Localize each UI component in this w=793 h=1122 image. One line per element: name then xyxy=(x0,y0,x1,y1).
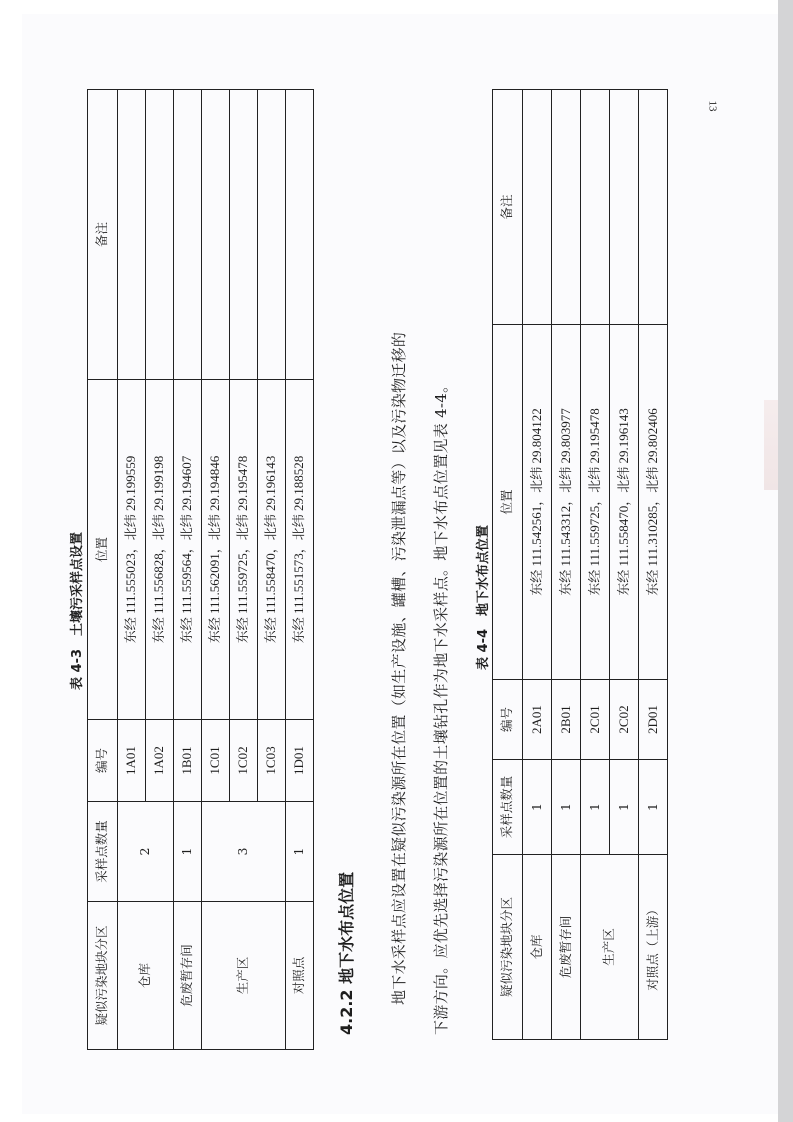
header-location: 位置 xyxy=(88,380,118,720)
id-cell: 1C01 xyxy=(202,720,230,802)
table-row xyxy=(286,90,314,1050)
count-cell: 1 xyxy=(174,802,202,902)
zone-cell: 生产区 xyxy=(202,902,286,1050)
zone-cell: 仓库 xyxy=(118,902,174,1050)
header-location: 位置 xyxy=(493,325,523,680)
location-cell: 东经 111.559564，北纬 29.194607 xyxy=(174,380,202,720)
remark-cell xyxy=(118,90,146,380)
count-cell: 1 xyxy=(552,760,581,855)
location-cell: 东经 111.558470，北纬 29.196143 xyxy=(610,325,639,680)
scan-stain xyxy=(764,400,778,490)
header-remark: 备注 xyxy=(88,90,118,380)
id-cell: 2C01 xyxy=(581,680,610,760)
zone-cell: 危废暂存间 xyxy=(174,902,202,1050)
id-cell: 2B01 xyxy=(552,680,581,760)
id-cell: 1B01 xyxy=(174,720,202,802)
count-cell: 1 xyxy=(523,760,552,855)
location-cell: 东经 111.556828，北纬 29.199198 xyxy=(146,380,174,720)
remark-cell xyxy=(610,90,639,325)
zone-cell: 危废暂存间 xyxy=(552,855,581,1040)
table-row xyxy=(118,90,146,1050)
section-heading: 4.2.2 地下水布点位置 xyxy=(337,871,356,1035)
remark-cell xyxy=(146,90,174,380)
id-cell: 2C02 xyxy=(610,680,639,760)
location-cell: 东经 111.562091，北纬 29.194846 xyxy=(202,380,230,720)
rotated-content xyxy=(60,60,760,1080)
count-cell: 1 xyxy=(639,760,668,855)
zone-cell: 生产区 xyxy=(581,855,639,1040)
remark-cell xyxy=(174,90,202,380)
table-4-3-caption: 表 4-3 土壤污采样点设置 xyxy=(70,531,85,690)
header-count: 采样点数量 xyxy=(88,802,118,902)
location-cell: 东经 111.558470，北纬 29.196143 xyxy=(258,380,286,720)
location-cell: 东经 111.543312，北纬 29.803977 xyxy=(552,325,581,680)
paragraph-line-2: 下游方向。应优先选择污染源所在位置的土壤钻孔作为地下水采样点。地下水布点位置见表 4-4。 xyxy=(432,377,450,1035)
header-id: 编号 xyxy=(88,720,118,802)
id-cell: 2A01 xyxy=(523,680,552,760)
count-cell: 1 xyxy=(286,802,314,902)
table-row xyxy=(639,90,668,1040)
table-header-row xyxy=(88,90,118,1050)
table-row xyxy=(523,90,552,1040)
location-cell: 东经 111.559725，北纬 29.195478 xyxy=(581,325,610,680)
id-cell: 1A02 xyxy=(146,720,174,802)
remark-cell xyxy=(202,90,230,380)
location-cell: 东经 111.559725，北纬 29.195478 xyxy=(230,380,258,720)
header-zone: 疑似污染地块分区 xyxy=(88,902,118,1050)
page-number: 13 xyxy=(706,100,719,112)
remark-cell xyxy=(258,90,286,380)
remark-cell xyxy=(286,90,314,380)
location-cell: 东经 111.551573，北纬 29.188528 xyxy=(286,380,314,720)
count-cell: 2 xyxy=(118,802,174,902)
id-cell: 1A01 xyxy=(118,720,146,802)
soil-sampling-table xyxy=(87,89,314,1050)
location-cell: 东经 111.542561，北纬 29.804122 xyxy=(523,325,552,680)
id-cell: 1D01 xyxy=(286,720,314,802)
header-count: 采样点数量 xyxy=(493,760,523,855)
groundwater-table xyxy=(492,89,668,1040)
remark-cell xyxy=(639,90,668,325)
scan-edge xyxy=(778,0,793,1122)
count-cell: 1 xyxy=(581,760,610,855)
zone-cell: 对照点（上游） xyxy=(639,855,668,1040)
table-4-4-caption: 表 4-4 地下水布点位置 xyxy=(476,524,491,670)
table-row xyxy=(174,90,202,1050)
header-zone: 疑似污染地块分区 xyxy=(493,855,523,1040)
zone-cell: 对照点 xyxy=(286,902,314,1050)
zone-cell: 仓库 xyxy=(523,855,552,1040)
id-cell: 1C03 xyxy=(258,720,286,802)
id-cell: 2D01 xyxy=(639,680,668,760)
remark-cell xyxy=(523,90,552,325)
count-cell: 3 xyxy=(202,802,286,902)
header-id: 编号 xyxy=(493,680,523,760)
remark-cell xyxy=(230,90,258,380)
count-cell: 1 xyxy=(610,760,639,855)
table-row xyxy=(552,90,581,1040)
location-cell: 东经 111.555023，北纬 29.199559 xyxy=(118,380,146,720)
table-header-row xyxy=(493,90,523,1040)
table-row xyxy=(581,90,610,1040)
location-cell: 东经 111.310285，北纬 29.802406 xyxy=(639,325,668,680)
table-row xyxy=(202,90,230,1050)
id-cell: 1C02 xyxy=(230,720,258,802)
paragraph-line-1: 地下水采样点应设置在疑似污染源所在位置（如生产设施、罐槽、污染泄漏点等）以及污染物迁移的 xyxy=(390,331,408,1005)
remark-cell xyxy=(552,90,581,325)
remark-cell xyxy=(581,90,610,325)
header-remark: 备注 xyxy=(493,90,523,325)
